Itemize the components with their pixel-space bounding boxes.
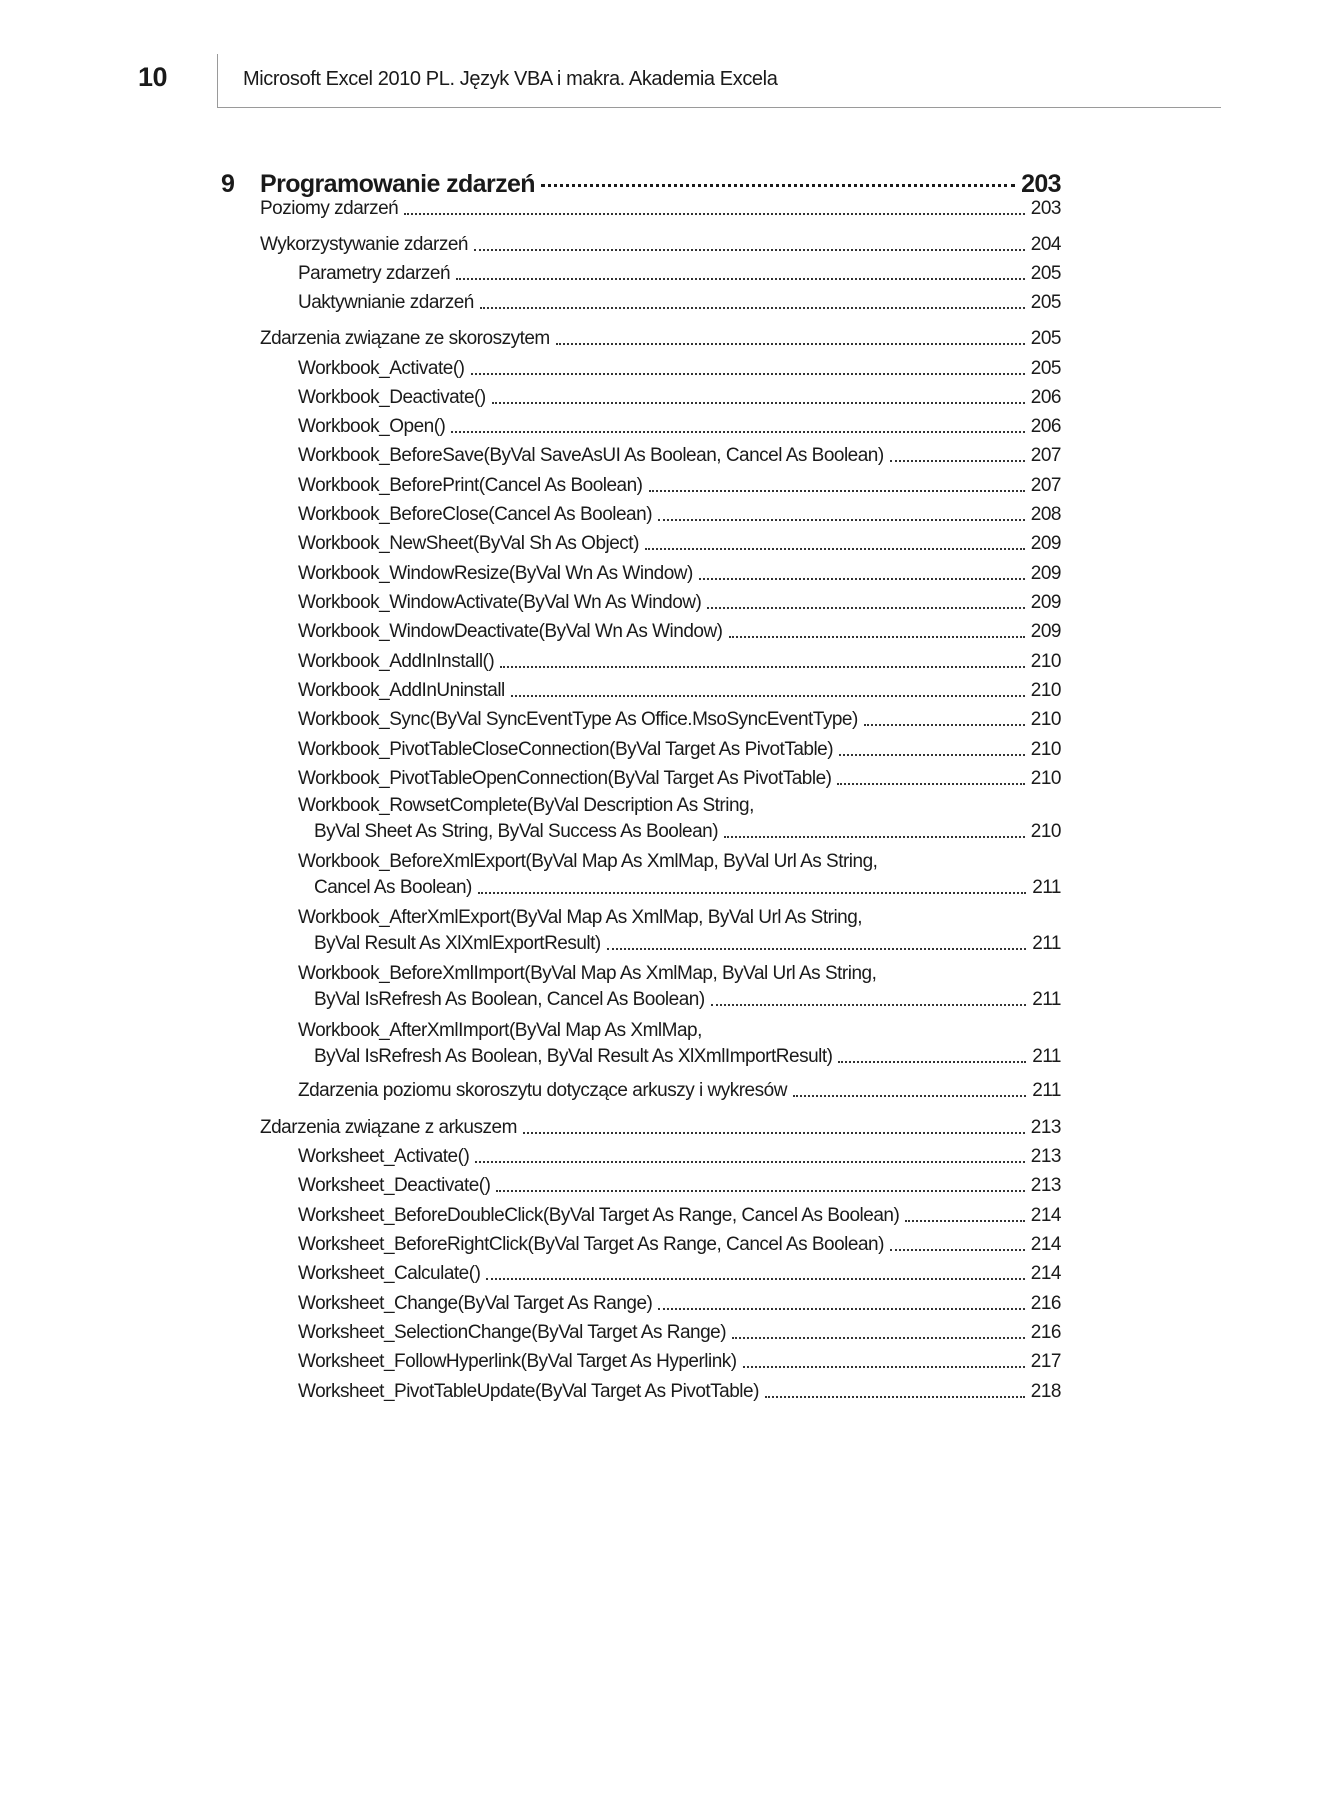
toc-entry-title: Zdarzenia związane z arkuszem	[260, 1117, 517, 1138]
toc-entry[interactable]	[298, 561, 1061, 587]
dot-leader	[451, 431, 1024, 433]
dot-leader	[541, 184, 1015, 187]
toc-entry-title: Workbook_WindowActivate(ByVal Wn As Window)	[298, 592, 702, 613]
header-divider-horizontal	[217, 107, 1221, 108]
dot-leader	[743, 1366, 1025, 1368]
toc-entry-title: Workbook_PivotTableOpenConnection(ByVal Target As PivotTable)	[298, 768, 832, 789]
toc-entry-title: Worksheet_PivotTableUpdate(ByVal Target As PivotTable)	[298, 1381, 759, 1402]
page-number: 10	[138, 62, 168, 92]
toc-entry[interactable]	[298, 649, 1061, 675]
toc-entry-title: Workbook_RowsetComplete(ByVal Description As String,	[298, 795, 754, 816]
dot-leader	[729, 636, 1025, 638]
toc-entry-page-number: 214	[1030, 1205, 1061, 1226]
toc-entry-text-block	[298, 849, 1061, 901]
toc-entry-title: Workbook_AddInInstall()	[298, 651, 495, 672]
toc-entry-title-continued: ByVal Result As XlXmlExportResult)	[314, 933, 601, 954]
toc-entry[interactable]	[298, 261, 1061, 287]
dot-leader	[523, 1132, 1025, 1134]
dot-leader	[496, 1190, 1024, 1192]
toc-entry-title: Worksheet_Calculate()	[298, 1263, 481, 1284]
toc-entry-page-number: 210	[1030, 651, 1061, 672]
toc-entry[interactable]	[298, 473, 1061, 499]
dot-leader	[837, 783, 1024, 785]
toc-entry-title: Zdarzenia związane ze skoroszytem	[260, 328, 550, 349]
toc-entry-text-block	[298, 905, 1061, 957]
toc-entry-page-number: 205	[1030, 292, 1061, 313]
toc-entry-title-continued: ByVal IsRefresh As Boolean, Cancel As Boolean)	[314, 989, 705, 1010]
dot-leader	[649, 490, 1025, 492]
toc-entry[interactable]	[298, 531, 1061, 557]
toc-entry[interactable]	[298, 290, 1061, 316]
toc-entry[interactable]	[298, 1261, 1061, 1287]
dot-leader	[793, 1095, 1026, 1097]
toc-entry[interactable]	[298, 1349, 1061, 1375]
dot-leader	[607, 948, 1026, 950]
toc-entry[interactable]	[298, 1144, 1061, 1170]
toc-entry-page-number: 208	[1030, 504, 1061, 525]
toc-entry-page-number: 210	[1030, 768, 1061, 789]
toc-entry-title: Workbook_AfterXmlExport(ByVal Map As XmlMap, ByVal Url As String,	[298, 907, 863, 928]
toc-entry-page-number: 211	[1032, 933, 1061, 954]
dot-leader	[905, 1220, 1025, 1222]
dot-leader	[486, 1278, 1024, 1280]
toc-entry-title: Uaktywnianie zdarzeń	[298, 292, 474, 313]
toc-entry-page-number: 209	[1030, 621, 1061, 642]
toc-entry-page-number: 210	[1030, 709, 1061, 730]
toc-entry[interactable]	[298, 678, 1061, 704]
toc-entry-page-number: 218	[1030, 1381, 1061, 1402]
toc-entry-page-number: 211	[1032, 1046, 1061, 1067]
toc-entry-page-number: 207	[1030, 475, 1061, 496]
chapter-page-number: 203	[1021, 170, 1061, 198]
toc-entry-text-block	[298, 961, 1061, 1013]
toc-entry-page-number: 217	[1030, 1351, 1061, 1372]
toc-entry-page-number: 216	[1030, 1322, 1061, 1343]
toc-entry[interactable]	[298, 707, 1061, 733]
toc-entry-page-number: 207	[1030, 445, 1061, 466]
toc-entry-page-number: 205	[1030, 358, 1061, 379]
toc-entry-title: Worksheet_SelectionChange(ByVal Target As Range)	[298, 1322, 727, 1343]
dot-leader	[890, 1249, 1025, 1251]
dot-leader	[480, 307, 1025, 309]
toc-entry[interactable]	[298, 1232, 1061, 1258]
toc-entry[interactable]	[298, 414, 1061, 440]
dot-leader	[890, 460, 1025, 462]
toc-entry[interactable]	[298, 1078, 1061, 1104]
toc-entry[interactable]	[298, 619, 1061, 645]
toc-entry-title: Workbook_Activate()	[298, 358, 465, 379]
toc-entry-page-number: 205	[1030, 328, 1061, 349]
toc-entry-title: Worksheet_BeforeRightClick(ByVal Target As Range, Cancel As Boolean)	[298, 1234, 884, 1255]
toc-entry-title-continued: Cancel As Boolean)	[314, 877, 472, 898]
dot-leader	[864, 724, 1025, 726]
dot-leader	[474, 249, 1025, 251]
toc-entry-continuation	[298, 931, 1061, 957]
dot-leader	[658, 1308, 1024, 1310]
toc-entry-title: Workbook_WindowResize(ByVal Wn As Window)	[298, 563, 693, 584]
toc-entry-title: Workbook_BeforeClose(Cancel As Boolean)	[298, 504, 653, 525]
toc-entry-page-number: 206	[1030, 387, 1061, 408]
toc-entry[interactable]	[260, 1115, 1061, 1141]
dot-leader	[707, 607, 1024, 609]
dot-leader	[645, 548, 1025, 550]
toc-entry-title: Workbook_AddInUninstall	[298, 680, 505, 701]
toc-entry[interactable]	[298, 1320, 1061, 1346]
toc-entry-page-number: 209	[1030, 533, 1061, 554]
toc-entry-title: Worksheet_Activate()	[298, 1146, 470, 1167]
dot-leader	[839, 754, 1025, 756]
dot-leader	[658, 519, 1025, 521]
toc-entry-page-number: 203	[1030, 198, 1061, 219]
toc-entry-page-number: 205	[1030, 263, 1061, 284]
toc-entry[interactable]	[260, 326, 1061, 352]
toc-entry-title: Workbook_PivotTableCloseConnection(ByVal Target As PivotTable)	[298, 739, 834, 760]
dot-leader	[511, 695, 1025, 697]
toc-entry-title: Workbook_BeforePrint(Cancel As Boolean)	[298, 475, 643, 496]
dot-leader	[724, 836, 1025, 838]
toc-entry-page-number: 209	[1030, 592, 1061, 613]
toc-entry[interactable]	[298, 1291, 1061, 1317]
toc-entry-page-number: 213	[1030, 1117, 1061, 1138]
toc-entry-page-number: 209	[1030, 563, 1061, 584]
toc-entry[interactable]	[298, 1173, 1061, 1199]
toc-entry-title: Workbook_Deactivate()	[298, 387, 486, 408]
toc-entry-title: Workbook_Open()	[298, 416, 446, 437]
dot-leader	[471, 373, 1025, 375]
toc-entry[interactable]	[298, 737, 1061, 763]
dot-leader	[556, 343, 1025, 345]
toc-entry[interactable]	[298, 443, 1061, 469]
toc-entry-continuation	[298, 875, 1061, 901]
toc-entry-continuation	[298, 1044, 1061, 1070]
toc-entry-title: Worksheet_Deactivate()	[298, 1175, 491, 1196]
toc-entry-page-number: 210	[1030, 739, 1061, 760]
chapter-title: Programowanie zdarzeń	[260, 170, 535, 198]
toc-entry[interactable]	[298, 766, 1061, 792]
toc-entry[interactable]	[298, 385, 1061, 411]
dot-leader	[699, 578, 1025, 580]
toc-entry-page-number: 216	[1030, 1293, 1061, 1314]
toc-entry-page-number: 206	[1030, 416, 1061, 437]
toc-entry-title: Wykorzystywanie zdarzeń	[260, 234, 468, 255]
toc-entry[interactable]	[298, 905, 1061, 957]
toc-entry-title: Workbook_NewSheet(ByVal Sh As Object)	[298, 533, 639, 554]
toc-entry-title-continued: ByVal IsRefresh As Boolean, ByVal Result As XlXmlImportResult)	[314, 1046, 833, 1067]
toc-entry-text-block	[298, 1018, 1061, 1070]
toc-entry-title: Parametry zdarzeń	[298, 263, 451, 284]
dot-leader	[456, 278, 1025, 280]
dot-leader	[478, 892, 1026, 894]
dot-leader	[475, 1161, 1025, 1163]
toc-entry[interactable]	[298, 849, 1061, 901]
toc-entry-page-number: 211	[1032, 877, 1061, 898]
toc-entry-page-number: 211	[1032, 1080, 1061, 1101]
toc-entry[interactable]	[260, 232, 1061, 258]
toc-entry-page-number: 214	[1030, 1234, 1061, 1255]
toc-entry-continuation	[298, 987, 1061, 1013]
toc-entry[interactable]	[298, 502, 1061, 528]
chapter-number: 9	[221, 170, 235, 198]
toc-entry-title: Workbook_Sync(ByVal SyncEventType As Office.MsoSyncEventType)	[298, 709, 858, 730]
dot-leader	[500, 666, 1025, 668]
toc-entry-title: Worksheet_BeforeDoubleClick(ByVal Target As Range, Cancel As Boolean)	[298, 1205, 900, 1226]
toc-entry-page-number: 213	[1030, 1175, 1061, 1196]
toc-entry-page-number: 204	[1030, 234, 1061, 255]
dot-leader	[838, 1061, 1026, 1063]
dot-leader	[732, 1337, 1025, 1339]
dot-leader	[765, 1396, 1025, 1398]
toc-entry-title: Workbook_BeforeSave(ByVal SaveAsUI As Boolean, Cancel As Boolean)	[298, 445, 884, 466]
toc-entry-text-block	[298, 793, 1061, 845]
toc-entry-title: Poziomy zdarzeń	[260, 198, 399, 219]
toc-entry-title-continued: ByVal Sheet As String, ByVal Success As Boolean)	[314, 821, 719, 842]
toc-entry-title: Workbook_BeforeXmlImport(ByVal Map As XmlMap, ByVal Url As String,	[298, 963, 877, 984]
toc-entry-page-number: 211	[1032, 989, 1061, 1010]
toc-entry-page-number: 210	[1030, 680, 1061, 701]
toc-entry-title: Workbook_WindowDeactivate(ByVal Wn As Window)	[298, 621, 723, 642]
toc-entry[interactable]	[298, 1203, 1061, 1229]
toc-entry[interactable]	[298, 1018, 1061, 1070]
dot-leader	[492, 402, 1025, 404]
toc-entry-page-number: 210	[1030, 821, 1061, 842]
toc-entry-page-number: 214	[1030, 1263, 1061, 1284]
toc-entry[interactable]	[298, 590, 1061, 616]
toc-entry[interactable]	[298, 793, 1061, 845]
toc-entry-title: Worksheet_FollowHyperlink(ByVal Target As Hyperlink)	[298, 1351, 737, 1372]
dot-leader	[404, 213, 1025, 215]
toc-entry[interactable]	[298, 1379, 1061, 1405]
toc-entry-title: Zdarzenia poziomu skoroszytu dotyczące arkuszy i wykresów	[298, 1080, 787, 1101]
toc-entry[interactable]	[298, 961, 1061, 1013]
toc-entry-continuation	[298, 819, 1061, 845]
dot-leader	[711, 1004, 1027, 1006]
header-divider-vertical	[217, 54, 218, 108]
book-title: Microsoft Excel 2010 PL. Język VBA i makra. Akademia Excela	[243, 68, 778, 90]
toc-entry-title: Worksheet_Change(ByVal Target As Range)	[298, 1293, 653, 1314]
toc-entry-page-number: 213	[1030, 1146, 1061, 1167]
toc-entry-title: Workbook_BeforeXmlExport(ByVal Map As XmlMap, ByVal Url As String,	[298, 851, 878, 872]
toc-entry[interactable]	[260, 196, 1061, 222]
toc-entry[interactable]	[298, 356, 1061, 382]
toc-entry-title: Workbook_AfterXmlImport(ByVal Map As XmlMap,	[298, 1020, 702, 1041]
